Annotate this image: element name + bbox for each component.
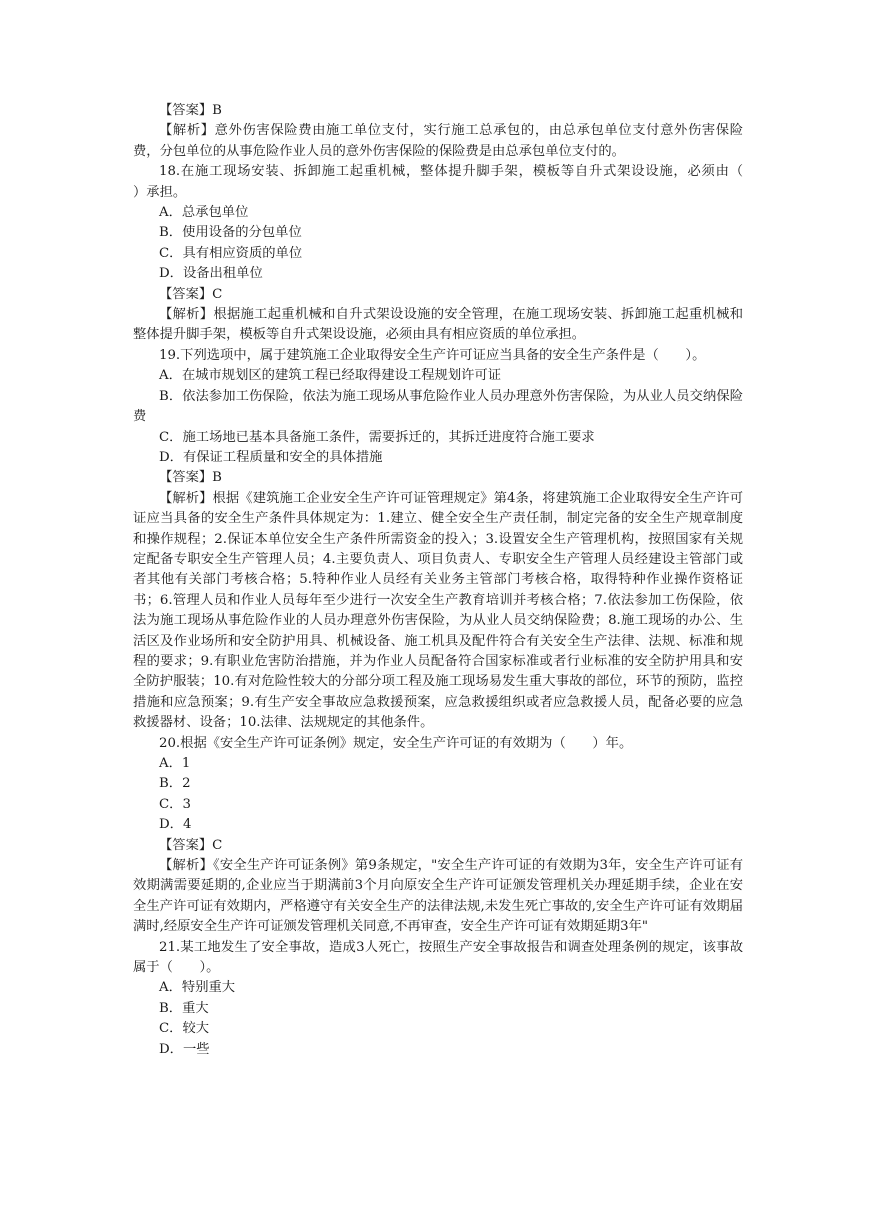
option-20-c: C．3 [159,796,191,812]
option-20-b: B．2 [159,776,191,792]
explanation-18: 【解析】根据施工起重机械和自升式架设设施的安全管理，在施工现场安装、拆卸施工起重机械和整体提升脚手架，模板等自升式架设设施，必须由具有相应资质的单位承担。 [133,307,743,343]
option-19-c: C．施工场地已基本具备施工条件，需要拆迁的，其拆迁进度符合施工要求 [159,429,595,445]
answer-20: 【答案】C [159,837,223,853]
option-18-a: A．总承包单位 [159,205,249,221]
option-19-a: A．在城市规划区的建筑工程已经取得建设工程规划许可证 [159,368,502,384]
explanation-19: 【解析】根据《建筑施工企业安全生产许可证管理规定》第4条，将建筑施工企业取得安全生产许可证应当具备的安全生产条件具体规定为：1.建立、健全安全生产责任制，制定完备的安全生产规章制度和操作规程；2.保证本单位安全生产条件所需资金的投入；3.设置安全生产管理机构，按照国家有关规定配备专职安全生产管理人员；4.主要负责人、项目负责人、专职安全生产管理人员经建设主管部门或者其他有关部门考核合格；5.特种作业人员经有关业务主管部门考核合格，取得特种作业操作资格证书；6.管理人员和作业人员每年至少进行一次安全生产教育培训并考核合格；7.依法参加工伤保险，依法为施工现场从事危险作业的人员办理意外伤害保险，为从业人员交纳保险费；8.施工现场的办公、生活区及作业场所和安全防护用具、机械设备、施工机具及配件符合有关安全生产法律、法规、标准和规程的要求；9.有职业危害防治措施，并为作业人员配备符合国家标准或者行业标准的安全防护用具和安全防护服装；10.有对危险性较大的分部分项工程及施工现场易发生重大事故的部位，环节的预防，监控措施和应急预案；9.有生产安全事故应急救援预案，应急救援组织或者应急救援人员，配备必要的应急救援器材、设备；10.法律、法规规定的其他条件。 [133,490,743,731]
option-21-c: C．较大 [159,1021,210,1037]
question-21: 21.某工地发生了安全事故，造成3人死亡，按照生产安全事故报告和调查处理条例的规定，该事故属于（ ）。 [133,939,743,976]
option-18-b: B．使用设备的分包单位 [159,225,302,241]
option-18-c: C．具有相应资质的单位 [159,245,303,261]
option-21-a: A．特别重大 [159,980,236,996]
question-19: 19.下列选项中，属于建筑施工企业取得安全生产许可证应当具备的安全生产条件是（ ）。 [159,347,706,363]
answer-17: 【答案】B [159,103,222,118]
option-20-a: A．1 [159,756,191,771]
option-18-d: D．设备出租单位 [159,266,263,282]
explanation-20: 【解析】《安全生产许可证条例》第9条规定，"安全生产许可证的有效期为3年，安全生产许可证有效期满需要延期的,企业应当于期满前3个月向原安全生产许可证颁发管理机关办理延期手续，企业在安全生产许可证有效期内，严格遵守有关安全生产的法律法规,未发生死亡事故的,安全生产许可证有效期届满时,经原安全生产许可证颁发管理机关同意,不再审查，安全生产许可证有效期延期3年" [133,858,743,935]
option-19-d: D．有保证工程质量和安全的具体措施 [159,449,383,465]
answer-18: 【答案】C [159,286,223,302]
explanation-17: 【解析】意外伤害保险费由施工单位支付，实行施工总承包的，由总承包单位支付意外伤害保险费，分包单位的从事危险作业人员的意外伤害保险的保险费是由总承包单位支付的。 [133,123,743,159]
option-20-d: D．4 [159,817,192,833]
question-18: 18.在施工现场安装、拆卸施工起重机械，整体提升脚手架，模板等自升式架设设施，必须由（ ）承担。 [133,164,770,200]
option-19-b: B．依法参加工伤保险，依法为施工现场从事危险作业人员办理意外伤害保险，为从业人员交纳保险费 [133,388,743,425]
answer-19: 【答案】B [159,470,222,486]
question-20: 20.根据《安全生产许可证条例》规定，安全生产许可证的有效期为（ ）年。 [159,735,633,751]
option-21-d: D．一些 [159,1041,210,1057]
option-21-b: B．重大 [159,1000,209,1016]
document-body [133,101,770,1060]
